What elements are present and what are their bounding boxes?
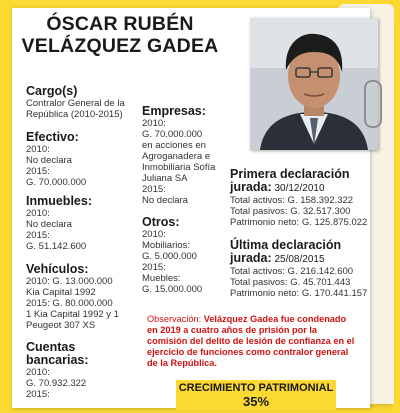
growth-value: 35% (242, 394, 270, 409)
cargo-line: Contralor General de la (26, 98, 125, 109)
efectivo-line: No declara (26, 155, 72, 166)
observation-label: Observación: (147, 314, 202, 324)
efectivo-line: G. 70.000.000 (26, 177, 87, 188)
inmuebles-line: G. 51.142.600 (26, 241, 87, 252)
ultima-line: Total activos: G. 216.142.600 (230, 266, 354, 277)
growth-title: CRECIMIENTO PATRIMONIAL (178, 382, 334, 394)
inmuebles-heading: Inmuebles: (26, 194, 92, 208)
vehiculos-line: 2015: G. 80.000.000 (26, 298, 113, 309)
paperclip-icon (364, 80, 382, 128)
inmuebles-line: 2010: (26, 208, 50, 219)
vehiculos-line: Kia Capital 1992 (26, 287, 96, 298)
ultima-line: Total pasivos: G. 45.701.443 (230, 277, 351, 288)
cargo-heading: Cargo(s) (26, 84, 78, 98)
primera-heading-line2 (230, 180, 325, 196)
ultima-heading: Última declaración (230, 238, 342, 252)
empresas-line: Inmobiliaria Sofía (142, 162, 216, 173)
portrait-illustration (250, 18, 378, 150)
primera-line: Total activos: G. 158.392.322 (230, 195, 354, 206)
cuentas-line: G. 70.932.322 (26, 378, 87, 389)
vehiculos-heading: Vehículos: (26, 262, 89, 276)
vehiculos-line: Peugeot 307 XS (26, 320, 96, 331)
empresas-line: en acciones en (142, 140, 206, 151)
empresas-line: 2015: (142, 184, 166, 195)
primera-heading-bold: jurada: (230, 180, 272, 194)
primera-line: Patrimonio neto: G. 125.875.022 (230, 217, 368, 228)
otros-heading: Otros: (142, 215, 180, 229)
empresas-line: Juliana SA (142, 173, 188, 184)
empresas-line: Agroganadera e (142, 151, 211, 162)
otros-line: Mobiliarios: (142, 240, 191, 251)
cuentas-line: 2010: (26, 367, 50, 378)
inmuebles-line: No declara (26, 219, 72, 230)
empresas-line: G. 70.000.000 (142, 129, 203, 140)
ultima-heading-line2 (230, 251, 325, 267)
otros-line: G. 5.000.000 (142, 251, 197, 262)
cargo-line: República (2010-2015) (26, 109, 123, 120)
portrait-photo (250, 18, 378, 150)
growth-banner (176, 380, 336, 410)
primera-line: Total pasivos: G. 32.517.300 (230, 206, 351, 217)
efectivo-line: 2010: (26, 144, 50, 155)
observation-text: Velázquez Gadea fue condenado en 2019 a cuatro años de prisión por la comisión del delito de lesión de confianza en el ejercicio de funciones como contralor general de la República. (147, 314, 355, 368)
observation-note (147, 314, 357, 369)
empresas-line: No declara (142, 195, 188, 206)
ultima-heading-bold: jurada: (230, 251, 272, 265)
otros-line: 2015: (142, 262, 166, 273)
otros-line: 2010: (142, 229, 166, 240)
empresas-heading: Empresas: (142, 104, 206, 118)
cuentas-heading: Cuentas (26, 340, 76, 354)
cuentas-line: 2015: (26, 389, 50, 400)
cuentas-heading: bancarias: (26, 353, 89, 367)
primera-heading: Primera declaración (230, 167, 350, 181)
ultima-date: 25/08/2015 (271, 254, 325, 265)
efectivo-line: 2015: (26, 166, 50, 177)
otros-line: G. 15.000.000 (142, 284, 203, 295)
primera-date: 30/12/2010 (271, 183, 325, 194)
vehiculos-line: 1 Kia Capital 1992 y 1 (26, 309, 119, 320)
empresas-line: 2010: (142, 118, 166, 129)
ultima-line: Patrimonio neto: G. 170.441.157 (230, 288, 368, 299)
name-line-1: ÓSCAR RUBÉN (46, 13, 194, 35)
name-line-2: VELÁZQUEZ GADEA (21, 35, 219, 57)
inmuebles-line: 2015: (26, 230, 50, 241)
vehiculos-line: 2010: G. 13.000.000 (26, 276, 113, 287)
otros-line: Muebles: (142, 273, 181, 284)
efectivo-heading: Efectivo: (26, 130, 79, 144)
